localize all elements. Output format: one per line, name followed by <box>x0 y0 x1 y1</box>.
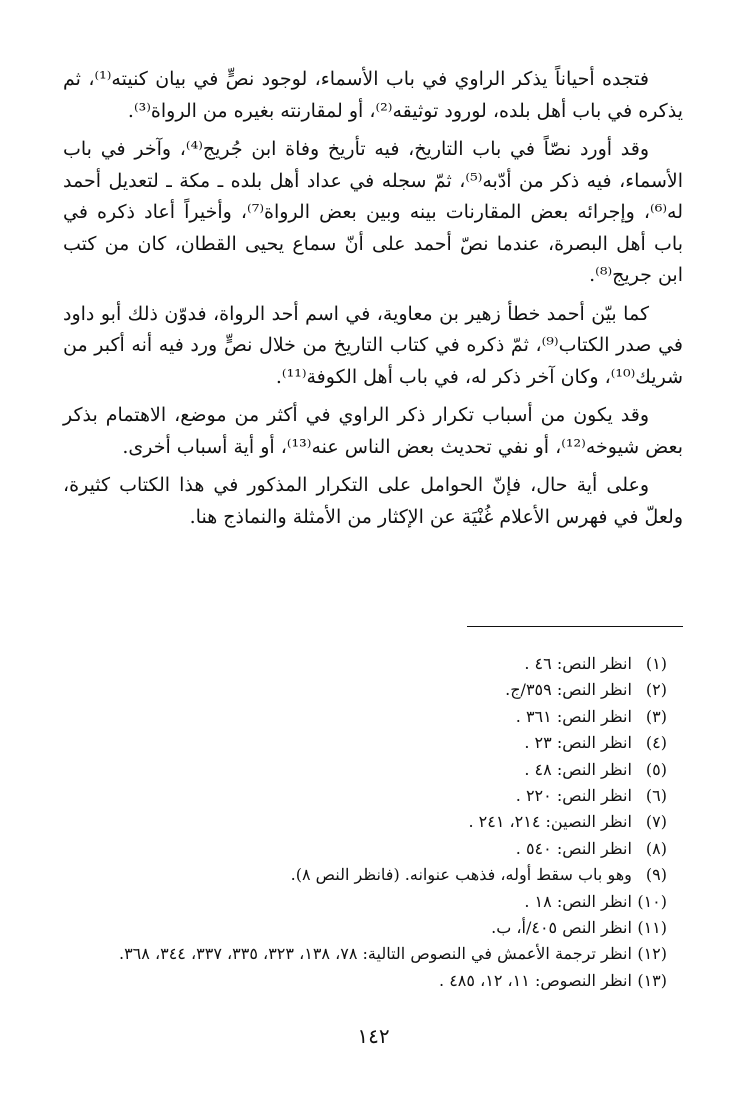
paragraph: فتجده أحياناً يذكر الراوي في باب الأسماء، لوجود نصٍّ في بيان كنيته⁽¹⁾، ثم يذكره في باب أهل بلده، لورود توثيقه⁽²⁾، أو لمقارنته بغيره من الرواة⁽³⁾. <box>63 68 683 122</box>
footnote <box>67 889 667 915</box>
main-text <box>63 64 683 540</box>
footnote <box>67 862 667 888</box>
paragraph: وقد يكون من أسباب تكرار ذكر الراوي في أكثر من موضع، الاهتمام بذكر بعض شيوخه⁽¹²⁾، أو نفي تحديث بعض الناس عنه⁽¹³⁾، أو أية أسباب أخرى. <box>63 404 683 458</box>
footnote-number: (٤) <box>645 733 667 753</box>
footnote-number: (١) <box>645 654 667 673</box>
footnote-text: انظر النص ٤٠٥/أ، ب. <box>491 918 632 938</box>
footnote-text: انظر النص: ٢٢٠ . <box>515 786 632 806</box>
footnotes-list <box>67 651 667 994</box>
footnote-number: (٢) <box>645 680 667 700</box>
footnote-text: انظر النص: ١٨ . <box>524 891 632 911</box>
footnote <box>67 783 667 809</box>
footnote-text: انظر النص: ٣٦١ . <box>515 706 632 726</box>
footnote <box>67 941 667 967</box>
footnote <box>67 757 667 783</box>
footnote-number: (٨) <box>645 838 667 858</box>
footnote <box>67 704 667 730</box>
footnote-number: (٣) <box>645 706 667 726</box>
footnote-text: انظر ترجمة الأعمش في النصوص التالية: ٧٨، ١٣٨، ٣٢٣، ٣٣٥، ٣٣٧، ٣٤٤، ٣٦٨. <box>118 944 632 964</box>
footnote <box>67 677 667 703</box>
footnote <box>67 836 667 862</box>
paragraph: كما بيّن أحمد خطأ زهير بن معاوية، في اسم أحد الرواة، فدوّن ذلك أبو داود في صدر الكتاب⁽⁹⁾، ثمّ ذكره في كتاب التاريخ من خلال نصٍّ ورد فيه أنه أكبر من شريك⁽¹⁰⁾، وكان آخر ذكر له، في باب أهل الكوفة⁽¹¹⁾. <box>63 302 683 388</box>
footnote-text: انظر النص: ٥٤٠ . <box>515 838 632 858</box>
page-number: ١٤٢ <box>357 1024 390 1048</box>
footnote-number: (٦) <box>645 786 667 806</box>
footnote-number: (١٢) <box>637 944 667 964</box>
paragraph: وقد أورد نصّاً في باب التاريخ، فيه تأريخ وفاة ابن جُريج⁽⁴⁾، وآخر في باب الأسماء، فيه ذكر من أدّبه⁽⁵⁾، ثمّ سجله في عداد أهل بلده ـ مكة ـ لتعديل أحمد له⁽⁶⁾، وإجرائه بعض المقارنات بينه وبين بعض الرواة⁽⁷⁾، وأخيراً أعاد ذكره في باب أهل البصرة، عندما نصّ أحمد على أنّ سماع يحيى القطان، كان من كتب ابن جريج⁽⁸⁾. <box>63 138 683 286</box>
footnote-number: (٩) <box>645 865 667 885</box>
paragraph: وعلى أية حال، فإنّ الحوامل على التكرار المذكور في هذا الكتاب كثيرة، ولعلّ في فهرس الأعلام غُنْيَة عن الإكثار من الأمثلة والنماذج هنا. <box>63 474 683 528</box>
footnote-text: انظر النصوص: ١١، ١٢، ٤٨٥ . <box>439 970 632 990</box>
footnote-number: (١٣) <box>637 970 667 990</box>
footnote-number: (٧) <box>645 812 667 832</box>
footnote-number: (١١) <box>637 918 667 938</box>
footnote <box>67 651 667 677</box>
footnote-text: انظر النص: ٤٦ . <box>524 654 632 673</box>
footnote <box>67 915 667 941</box>
footnote <box>67 809 667 835</box>
footnote-divider <box>467 626 683 627</box>
footnote-text: انظر النص: ٤٨ . <box>524 759 632 779</box>
footnote <box>67 730 667 756</box>
footnote <box>67 968 667 994</box>
footnote-text: انظر النص: ٢٣ . <box>524 733 632 753</box>
footnote-text: انظر النصين: ٢١٤، ٢٤١ . <box>468 812 632 832</box>
footnote-number: (٥) <box>645 759 667 779</box>
footnote-text: انظر النص: ٣٥٩/ج. <box>505 680 632 700</box>
footnote-text: وهو باب سقط أوله، فذهب عنوانه. (فانظر النص ٨). <box>290 865 632 885</box>
footnote-number: (١٠) <box>637 891 667 911</box>
